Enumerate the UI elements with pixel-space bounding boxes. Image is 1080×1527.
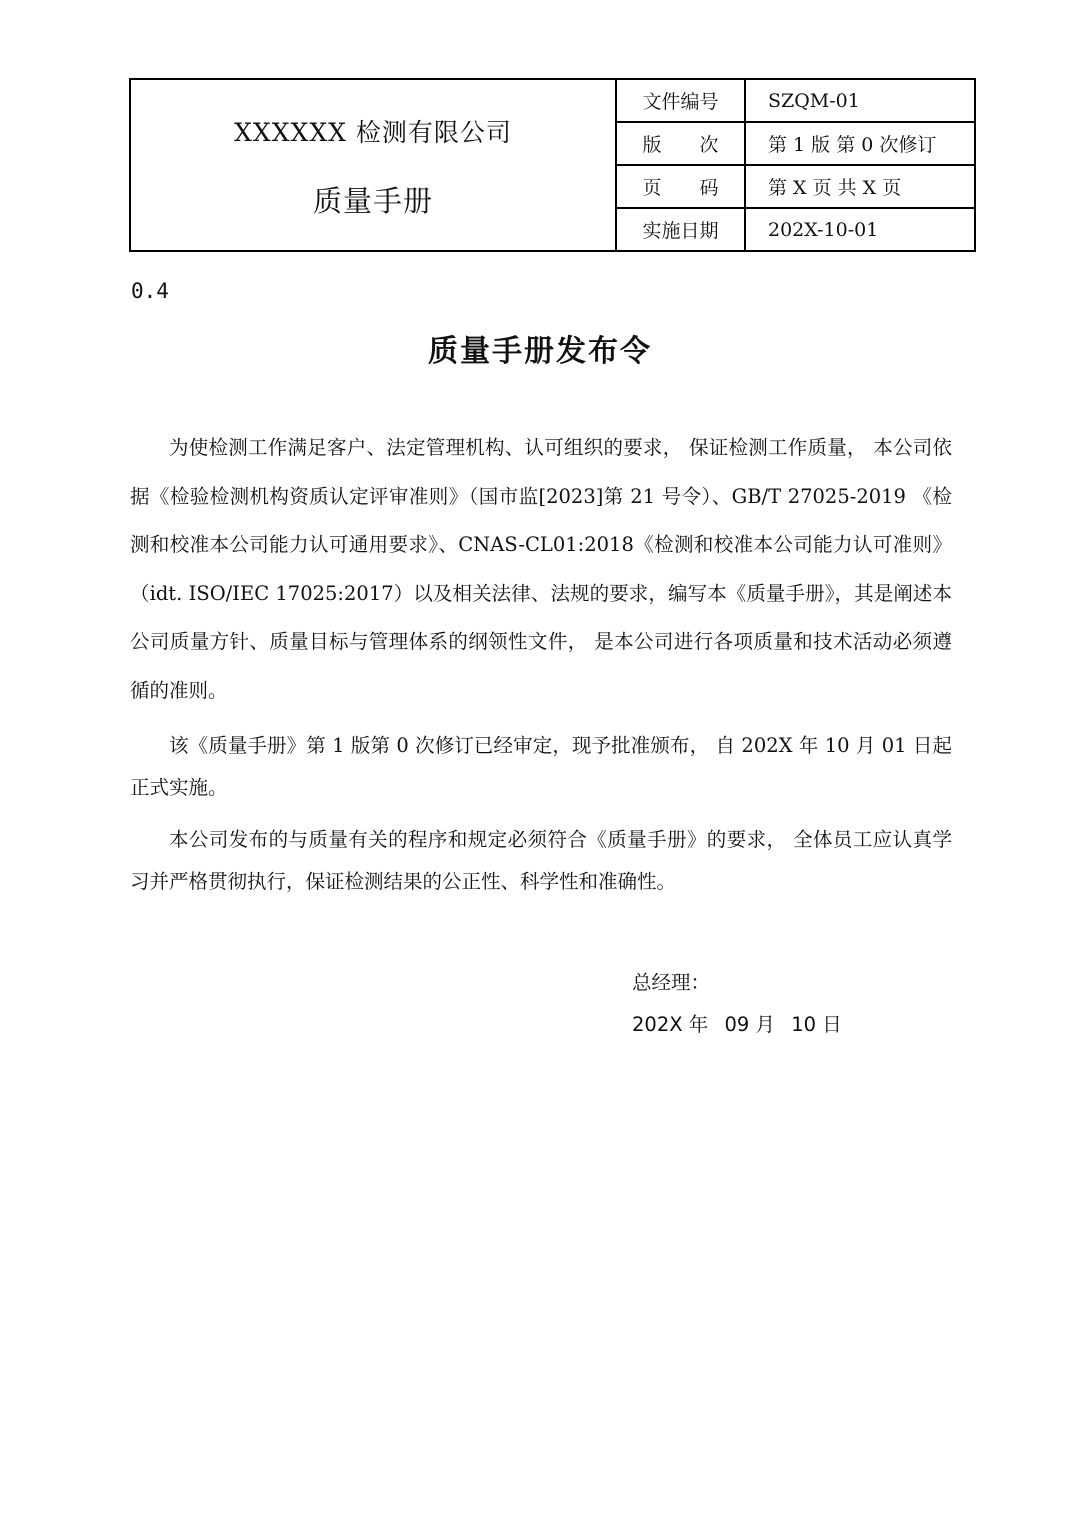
signature-year: 202X 年 (632, 1013, 709, 1036)
page-value: 第 X 页 共 X 页 (745, 165, 975, 208)
paragraph-3: 本公司发布的与质量有关的程序和规定必须符合《质量手册》的要求， 全体员工应认真学习并严格贯彻执行，保证检测结果的公正性、科学性和准确性。 (130, 828, 952, 893)
signature-day: 10 日 (791, 1013, 842, 1036)
edition-value: 第 1 版 第 0 次修订 (745, 122, 975, 165)
page-title: 质量手册发布令 (428, 334, 652, 369)
signature-label: 总经理： (632, 971, 711, 994)
document-header-table (129, 78, 976, 252)
company-name: XXXXXX 检测有限公司 (234, 117, 512, 147)
page-label: 页 码 (616, 165, 745, 208)
signature-month: 09 月 (724, 1013, 775, 1036)
edition-label: 版 次 (616, 122, 745, 165)
section-number: 0.4 (131, 279, 169, 303)
body-text (130, 424, 952, 913)
paragraph-2: 该《质量手册》第 1 版第 0 次修订已经审定，现予批准颁布， 自 202X 年 10 月 01 日起正式实施。 (130, 734, 952, 799)
paragraph-1: 为使检测工作满足客户、法定管理机构、认可组织的要求， 保证检测工作质量， 本公司依据《检验检测机构资质认定评审准则》（国市监[2023]第 21 号令）、GB/T 27025-2019 《检测和校准本公司能力认可通用要求》、CNAS-CL01:2018《检测和校准本公司能力认可准则》（idt. ISO/IEC 17025:2017）以及相关法律、法规的要求，编写本《质量手册》，其是阐述本公司质量方针、质量目标与管理体系的纲领性文件， 是本公司进行各项质量和技术活动必须遵循的准则。 (130, 436, 952, 702)
effective-date-label: 实施日期 (616, 208, 745, 251)
signature-block (632, 962, 852, 1046)
signature-date (632, 1004, 852, 1046)
doc-number-value: SZQM-01 (745, 79, 975, 122)
doc-number-label: 文件编号 (616, 79, 745, 122)
manual-name: 质量手册 (312, 183, 433, 218)
company-cell (130, 79, 616, 251)
effective-date-value: 202X-10-01 (745, 208, 975, 251)
